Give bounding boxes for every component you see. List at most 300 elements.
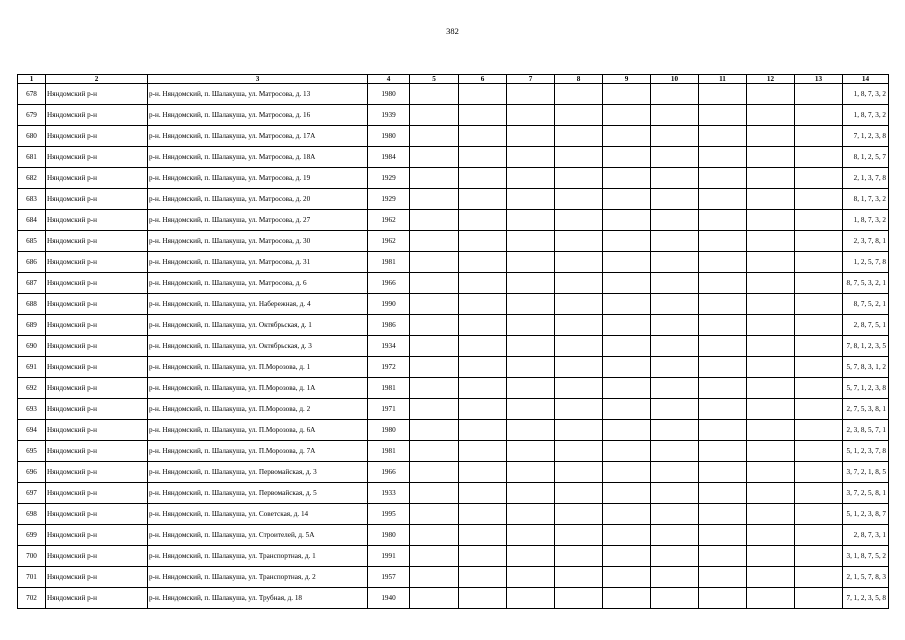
empty-cell-col-10: [651, 84, 699, 105]
empty-cell-col-5: [410, 483, 459, 504]
empty-cell-col-7: [507, 483, 555, 504]
empty-cell-col-10: [651, 336, 699, 357]
table-row: [18, 126, 889, 147]
column-header-10: 10: [651, 75, 699, 84]
empty-cell-col-7: [507, 357, 555, 378]
empty-cell-col-10: [651, 105, 699, 126]
table-row: [18, 147, 889, 168]
priority-codes-cell: 5, 7, 8, 3, 1, 2: [843, 357, 889, 378]
empty-cell-col-6: [459, 189, 507, 210]
empty-cell-col-10: [651, 315, 699, 336]
empty-cell-col-7: [507, 588, 555, 609]
empty-cell-col-7: [507, 252, 555, 273]
empty-cell-col-6: [459, 588, 507, 609]
empty-cell-col-13: [795, 273, 843, 294]
empty-cell-col-5: [410, 504, 459, 525]
row-number-cell: 691: [18, 357, 46, 378]
empty-cell-col-7: [507, 147, 555, 168]
empty-cell-col-5: [410, 525, 459, 546]
address-cell: р-н. Няндомский, п. Шалакуша, ул. Строителей, д. 5А: [148, 525, 368, 546]
table-row: [18, 588, 889, 609]
empty-cell-col-10: [651, 462, 699, 483]
empty-cell-col-7: [507, 399, 555, 420]
year-cell: 1980: [368, 126, 410, 147]
empty-cell-col-13: [795, 210, 843, 231]
priority-codes-cell: 5, 7, 1, 2, 3, 8: [843, 378, 889, 399]
empty-cell-col-5: [410, 105, 459, 126]
empty-cell-col-12: [747, 147, 795, 168]
empty-cell-col-9: [603, 441, 651, 462]
row-number-cell: 698: [18, 504, 46, 525]
empty-cell-col-5: [410, 315, 459, 336]
empty-cell-col-13: [795, 588, 843, 609]
empty-cell-col-9: [603, 273, 651, 294]
empty-cell-col-7: [507, 105, 555, 126]
empty-cell-col-13: [795, 105, 843, 126]
empty-cell-col-12: [747, 105, 795, 126]
column-header-2: 2: [46, 75, 148, 84]
empty-cell-col-6: [459, 462, 507, 483]
priority-codes-cell: 7, 1, 2, 3, 8: [843, 126, 889, 147]
year-cell: 1990: [368, 294, 410, 315]
empty-cell-col-12: [747, 315, 795, 336]
empty-cell-col-13: [795, 168, 843, 189]
empty-cell-col-11: [699, 441, 747, 462]
empty-cell-col-9: [603, 147, 651, 168]
row-number-cell: 686: [18, 252, 46, 273]
empty-cell-col-9: [603, 210, 651, 231]
district-cell: Няндомский р-н: [46, 147, 148, 168]
year-cell: 1991: [368, 546, 410, 567]
address-cell: р-н. Няндомский, п. Шалакуша, ул. Матросова, д. 6: [148, 273, 368, 294]
priority-codes-cell: 8, 1, 2, 5, 7: [843, 147, 889, 168]
empty-cell-col-8: [555, 504, 603, 525]
empty-cell-col-11: [699, 294, 747, 315]
empty-cell-col-12: [747, 420, 795, 441]
priority-codes-cell: 1, 8, 7, 3, 2: [843, 210, 889, 231]
empty-cell-col-6: [459, 399, 507, 420]
empty-cell-col-12: [747, 294, 795, 315]
priority-codes-cell: 5, 1, 2, 3, 8, 7: [843, 504, 889, 525]
empty-cell-col-11: [699, 273, 747, 294]
empty-cell-col-9: [603, 462, 651, 483]
empty-cell-col-5: [410, 168, 459, 189]
empty-cell-col-6: [459, 420, 507, 441]
empty-cell-col-13: [795, 378, 843, 399]
empty-cell-col-8: [555, 525, 603, 546]
empty-cell-col-12: [747, 588, 795, 609]
empty-cell-col-7: [507, 504, 555, 525]
empty-cell-col-8: [555, 315, 603, 336]
empty-cell-col-10: [651, 294, 699, 315]
empty-cell-col-8: [555, 273, 603, 294]
column-header-1: 1: [18, 75, 46, 84]
empty-cell-col-11: [699, 315, 747, 336]
empty-cell-col-6: [459, 315, 507, 336]
empty-cell-col-8: [555, 336, 603, 357]
table-row: [18, 273, 889, 294]
empty-cell-col-5: [410, 357, 459, 378]
empty-cell-col-12: [747, 567, 795, 588]
empty-cell-col-11: [699, 210, 747, 231]
table-row: [18, 420, 889, 441]
empty-cell-col-6: [459, 546, 507, 567]
table-row: [18, 315, 889, 336]
empty-cell-col-9: [603, 336, 651, 357]
empty-cell-col-8: [555, 189, 603, 210]
empty-cell-col-5: [410, 231, 459, 252]
row-number-cell: 694: [18, 420, 46, 441]
table-row: [18, 483, 889, 504]
empty-cell-col-6: [459, 357, 507, 378]
address-cell: р-н. Няндомский, п. Шалакуша, ул. Матросова, д. 30: [148, 231, 368, 252]
empty-cell-col-13: [795, 189, 843, 210]
empty-cell-col-9: [603, 525, 651, 546]
empty-cell-col-7: [507, 189, 555, 210]
year-cell: 1971: [368, 399, 410, 420]
empty-cell-col-7: [507, 126, 555, 147]
year-cell: 1980: [368, 525, 410, 546]
empty-cell-col-12: [747, 168, 795, 189]
district-cell: Няндомский р-н: [46, 525, 148, 546]
empty-cell-col-13: [795, 252, 843, 273]
district-cell: Няндомский р-н: [46, 168, 148, 189]
empty-cell-col-11: [699, 420, 747, 441]
empty-cell-col-10: [651, 504, 699, 525]
empty-cell-col-8: [555, 84, 603, 105]
housing-table: [17, 74, 889, 609]
column-header-14: 14: [843, 75, 889, 84]
table-row: [18, 105, 889, 126]
district-cell: Няндомский р-н: [46, 189, 148, 210]
district-cell: Няндомский р-н: [46, 84, 148, 105]
empty-cell-col-13: [795, 525, 843, 546]
empty-cell-col-12: [747, 462, 795, 483]
empty-cell-col-12: [747, 231, 795, 252]
empty-cell-col-11: [699, 252, 747, 273]
address-cell: р-н. Няндомский, п. Шалакуша, ул. Октябрьская, д. 3: [148, 336, 368, 357]
empty-cell-col-5: [410, 546, 459, 567]
row-number-cell: 682: [18, 168, 46, 189]
address-cell: р-н. Няндомский, п. Шалакуша, ул. Октябрьская, д. 1: [148, 315, 368, 336]
empty-cell-col-7: [507, 525, 555, 546]
empty-cell-col-13: [795, 483, 843, 504]
address-cell: р-н. Няндомский, п. Шалакуша, ул. Трубная, д. 18: [148, 588, 368, 609]
empty-cell-col-10: [651, 399, 699, 420]
empty-cell-col-8: [555, 441, 603, 462]
empty-cell-col-11: [699, 147, 747, 168]
empty-cell-col-7: [507, 420, 555, 441]
priority-codes-cell: 2, 3, 7, 8, 1: [843, 231, 889, 252]
empty-cell-col-12: [747, 336, 795, 357]
year-cell: 1981: [368, 378, 410, 399]
column-header-13: 13: [795, 75, 843, 84]
address-cell: р-н. Няндомский, п. Шалакуша, ул. Транспортная, д. 2: [148, 567, 368, 588]
empty-cell-col-9: [603, 294, 651, 315]
empty-cell-col-12: [747, 504, 795, 525]
empty-cell-col-8: [555, 105, 603, 126]
empty-cell-col-11: [699, 231, 747, 252]
empty-cell-col-13: [795, 336, 843, 357]
page-number: 382: [446, 26, 459, 36]
empty-cell-col-11: [699, 336, 747, 357]
empty-cell-col-11: [699, 84, 747, 105]
empty-cell-col-6: [459, 252, 507, 273]
year-cell: 1962: [368, 231, 410, 252]
row-number-cell: 696: [18, 462, 46, 483]
district-cell: Няндомский р-н: [46, 273, 148, 294]
empty-cell-col-10: [651, 231, 699, 252]
address-cell: р-н. Няндомский, п. Шалакуша, ул. Матросова, д. 20: [148, 189, 368, 210]
empty-cell-col-12: [747, 399, 795, 420]
year-cell: 1962: [368, 210, 410, 231]
year-cell: 1933: [368, 483, 410, 504]
empty-cell-col-9: [603, 231, 651, 252]
district-cell: Няндомский р-н: [46, 483, 148, 504]
empty-cell-col-11: [699, 483, 747, 504]
empty-cell-col-13: [795, 399, 843, 420]
empty-cell-col-10: [651, 441, 699, 462]
empty-cell-col-10: [651, 567, 699, 588]
empty-cell-col-13: [795, 294, 843, 315]
column-header-11: 11: [699, 75, 747, 84]
empty-cell-col-7: [507, 462, 555, 483]
empty-cell-col-6: [459, 567, 507, 588]
empty-cell-col-5: [410, 420, 459, 441]
empty-cell-col-12: [747, 84, 795, 105]
empty-cell-col-6: [459, 483, 507, 504]
column-header-8: 8: [555, 75, 603, 84]
empty-cell-col-9: [603, 84, 651, 105]
district-cell: Няндомский р-н: [46, 420, 148, 441]
empty-cell-col-11: [699, 567, 747, 588]
column-header-5: 5: [410, 75, 459, 84]
row-number-cell: 693: [18, 399, 46, 420]
address-cell: р-н. Няндомский, п. Шалакуша, ул. П.Морозова, д. 1А: [148, 378, 368, 399]
empty-cell-col-5: [410, 84, 459, 105]
empty-cell-col-7: [507, 294, 555, 315]
year-cell: 1934: [368, 336, 410, 357]
year-cell: 1966: [368, 273, 410, 294]
empty-cell-col-8: [555, 546, 603, 567]
empty-cell-col-9: [603, 126, 651, 147]
empty-cell-col-11: [699, 126, 747, 147]
table-row: [18, 504, 889, 525]
empty-cell-col-12: [747, 357, 795, 378]
empty-cell-col-10: [651, 147, 699, 168]
empty-cell-col-12: [747, 525, 795, 546]
empty-cell-col-8: [555, 399, 603, 420]
year-cell: 1980: [368, 420, 410, 441]
district-cell: Няндомский р-н: [46, 336, 148, 357]
empty-cell-col-8: [555, 357, 603, 378]
district-cell: Няндомский р-н: [46, 399, 148, 420]
column-header-3: 3: [148, 75, 368, 84]
column-header-4: 4: [368, 75, 410, 84]
priority-codes-cell: 3, 1, 8, 7, 5, 2: [843, 546, 889, 567]
empty-cell-col-10: [651, 378, 699, 399]
address-cell: р-н. Няндомский, п. Шалакуша, ул. Первомайская, д. 3: [148, 462, 368, 483]
empty-cell-col-10: [651, 357, 699, 378]
table-row: [18, 399, 889, 420]
empty-cell-col-12: [747, 378, 795, 399]
empty-cell-col-13: [795, 504, 843, 525]
address-cell: р-н. Няндомский, п. Шалакуша, ул. Советская, д. 14: [148, 504, 368, 525]
row-number-cell: 683: [18, 189, 46, 210]
year-cell: 1980: [368, 84, 410, 105]
empty-cell-col-6: [459, 210, 507, 231]
table-row: [18, 441, 889, 462]
year-cell: 1966: [368, 462, 410, 483]
empty-cell-col-5: [410, 210, 459, 231]
district-cell: Няндомский р-н: [46, 126, 148, 147]
address-cell: р-н. Няндомский, п. Шалакуша, ул. Матросова, д. 27: [148, 210, 368, 231]
empty-cell-col-8: [555, 210, 603, 231]
empty-cell-col-10: [651, 189, 699, 210]
year-cell: 1986: [368, 315, 410, 336]
empty-cell-col-9: [603, 588, 651, 609]
year-cell: 1972: [368, 357, 410, 378]
table-row: [18, 252, 889, 273]
empty-cell-col-6: [459, 105, 507, 126]
table-row: [18, 546, 889, 567]
empty-cell-col-8: [555, 378, 603, 399]
row-number-cell: 690: [18, 336, 46, 357]
empty-cell-col-13: [795, 546, 843, 567]
empty-cell-col-5: [410, 336, 459, 357]
empty-cell-col-8: [555, 168, 603, 189]
empty-cell-col-7: [507, 336, 555, 357]
year-cell: 1981: [368, 441, 410, 462]
address-cell: р-н. Няндомский, п. Шалакуша, ул. Набережная, д. 4: [148, 294, 368, 315]
address-cell: р-н. Няндомский, п. Шалакуша, ул. Матросова, д. 13: [148, 84, 368, 105]
empty-cell-col-5: [410, 294, 459, 315]
empty-cell-col-5: [410, 567, 459, 588]
empty-cell-col-7: [507, 84, 555, 105]
empty-cell-col-10: [651, 525, 699, 546]
empty-cell-col-6: [459, 231, 507, 252]
empty-cell-col-6: [459, 147, 507, 168]
address-cell: р-н. Няндомский, п. Шалакуша, ул. Матросова, д. 16: [148, 105, 368, 126]
address-cell: р-н. Няндомский, п. Шалакуша, ул. Матросова, д. 17А: [148, 126, 368, 147]
empty-cell-col-9: [603, 189, 651, 210]
empty-cell-col-6: [459, 168, 507, 189]
row-number-cell: 700: [18, 546, 46, 567]
row-number-cell: 679: [18, 105, 46, 126]
empty-cell-col-11: [699, 189, 747, 210]
empty-cell-col-11: [699, 525, 747, 546]
priority-codes-cell: 2, 8, 7, 3, 1: [843, 525, 889, 546]
priority-codes-cell: 1, 8, 7, 3, 2: [843, 105, 889, 126]
district-cell: Няндомский р-н: [46, 315, 148, 336]
priority-codes-cell: 7, 8, 1, 2, 3, 5: [843, 336, 889, 357]
empty-cell-col-8: [555, 147, 603, 168]
year-cell: 1939: [368, 105, 410, 126]
district-cell: Няндомский р-н: [46, 588, 148, 609]
empty-cell-col-11: [699, 378, 747, 399]
empty-cell-col-12: [747, 546, 795, 567]
empty-cell-col-7: [507, 441, 555, 462]
empty-cell-col-11: [699, 504, 747, 525]
empty-cell-col-13: [795, 126, 843, 147]
empty-cell-col-6: [459, 336, 507, 357]
year-cell: 1981: [368, 252, 410, 273]
table-row: [18, 294, 889, 315]
table-row: [18, 525, 889, 546]
district-cell: Няндомский р-н: [46, 462, 148, 483]
empty-cell-col-8: [555, 588, 603, 609]
empty-cell-col-11: [699, 462, 747, 483]
empty-cell-col-11: [699, 546, 747, 567]
address-cell: р-н. Няндомский, п. Шалакуша, ул. П.Морозова, д. 6А: [148, 420, 368, 441]
empty-cell-col-9: [603, 504, 651, 525]
priority-codes-cell: 8, 7, 5, 2, 1: [843, 294, 889, 315]
empty-cell-col-7: [507, 567, 555, 588]
empty-cell-col-5: [410, 126, 459, 147]
address-cell: р-н. Няндомский, п. Шалакуша, ул. Матросова, д. 31: [148, 252, 368, 273]
priority-codes-cell: 2, 7, 5, 3, 8, 1: [843, 399, 889, 420]
empty-cell-col-8: [555, 126, 603, 147]
header-row: [18, 75, 889, 84]
priority-codes-cell: 2, 3, 8, 5, 7, 1: [843, 420, 889, 441]
empty-cell-col-9: [603, 399, 651, 420]
empty-cell-col-12: [747, 483, 795, 504]
empty-cell-col-9: [603, 168, 651, 189]
empty-cell-col-9: [603, 483, 651, 504]
district-cell: Няндомский р-н: [46, 210, 148, 231]
empty-cell-col-5: [410, 189, 459, 210]
column-header-12: 12: [747, 75, 795, 84]
priority-codes-cell: 1, 8, 7, 3, 2: [843, 84, 889, 105]
empty-cell-col-7: [507, 231, 555, 252]
district-cell: Няндомский р-н: [46, 378, 148, 399]
table-row: [18, 189, 889, 210]
column-header-6: 6: [459, 75, 507, 84]
empty-cell-col-9: [603, 105, 651, 126]
row-number-cell: 699: [18, 525, 46, 546]
priority-codes-cell: 1, 2, 5, 7, 8: [843, 252, 889, 273]
address-cell: р-н. Няндомский, п. Шалакуша, ул. П.Морозова, д. 1: [148, 357, 368, 378]
row-number-cell: 684: [18, 210, 46, 231]
empty-cell-col-12: [747, 126, 795, 147]
empty-cell-col-13: [795, 462, 843, 483]
table-row: [18, 84, 889, 105]
row-number-cell: 687: [18, 273, 46, 294]
empty-cell-col-6: [459, 273, 507, 294]
empty-cell-col-7: [507, 378, 555, 399]
empty-cell-col-8: [555, 462, 603, 483]
empty-cell-col-6: [459, 525, 507, 546]
empty-cell-col-5: [410, 588, 459, 609]
district-cell: Няндомский р-н: [46, 504, 148, 525]
empty-cell-col-13: [795, 441, 843, 462]
empty-cell-col-10: [651, 483, 699, 504]
empty-cell-col-13: [795, 567, 843, 588]
empty-cell-col-9: [603, 378, 651, 399]
row-number-cell: 680: [18, 126, 46, 147]
empty-cell-col-10: [651, 273, 699, 294]
year-cell: 1940: [368, 588, 410, 609]
address-cell: р-н. Няндомский, п. Шалакуша, ул. Матросова, д. 18А: [148, 147, 368, 168]
empty-cell-col-13: [795, 315, 843, 336]
empty-cell-col-12: [747, 273, 795, 294]
district-cell: Няндомский р-н: [46, 567, 148, 588]
priority-codes-cell: 2, 1, 5, 7, 8, 3: [843, 567, 889, 588]
empty-cell-col-5: [410, 273, 459, 294]
table-row: [18, 378, 889, 399]
empty-cell-col-10: [651, 420, 699, 441]
empty-cell-col-11: [699, 399, 747, 420]
